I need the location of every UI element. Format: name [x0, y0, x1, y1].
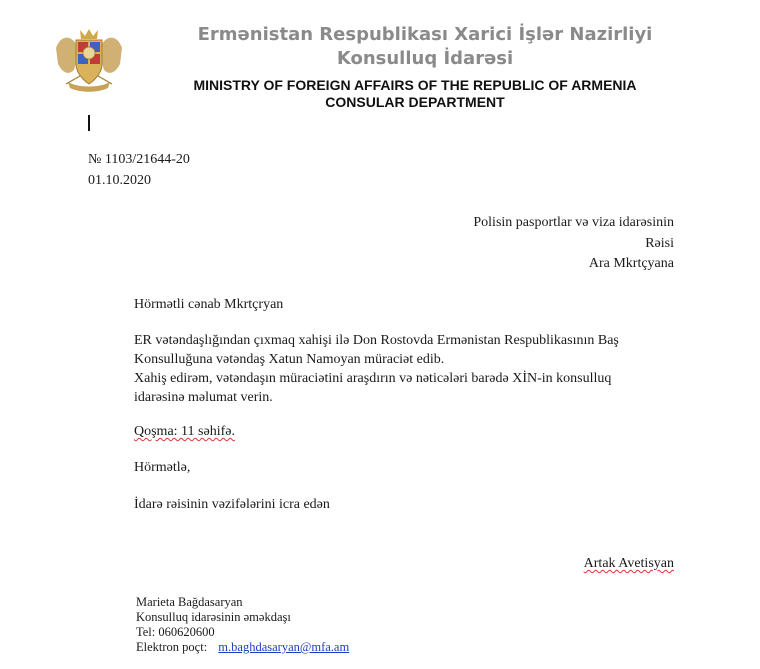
body-paragraph-2: Xahiş edirəm, vətəndaşın müraciətini araşdırın və nəticələri barədə XİN-in konsulluq idarəsinə məlumat verin.	[134, 371, 612, 405]
contact-name: Marieta Bağdasaryan	[136, 595, 243, 609]
signer-name	[584, 556, 674, 572]
attachment-note	[134, 424, 235, 440]
contact-email-row	[136, 640, 349, 655]
addressee-line-3: Ara Mkrtçyana	[588, 256, 674, 271]
salutation: Hörmətli cənab Mkrtçryan	[134, 297, 284, 312]
reference-number: № 1103/21644-20	[88, 152, 190, 167]
reference-date: 01.10.2020	[88, 173, 151, 188]
addressee-line-2: Rəisi	[645, 236, 674, 251]
contact-email-link[interactable]: m.baghdasaryan@mfa.am	[218, 640, 350, 654]
addressee-line-1: Polisin pasportlar və viza idarəsinin	[473, 215, 674, 230]
body-paragraph-1: ER vətəndaşlığından çıxmaq xahişi ilə Don Rostovda Ermənistan Respublikasının Baş Konsulluğuna vətəndaş Xatun Namoyan müraciət edib.	[134, 333, 619, 367]
signer-title: İdarə rəisinin vəzifələrini icra edən	[134, 497, 330, 512]
header-title-az: Ermənistan Respublikası Xarici İşlər Nazirliyi Konsulluq İdarəsi	[197, 24, 653, 69]
text-cursor	[88, 115, 90, 131]
attachment-text: Qoşma: 11 səhifə.	[134, 424, 235, 439]
signer-name-text: Artak Avetisyan	[583, 556, 674, 571]
header-title-en: MINISTRY OF FOREIGN AFFAIRS OF THE REPUBLIC OF ARMENIA CONSULAR DEPARTMENT	[193, 77, 637, 110]
contact-phone: Tel: 060620600	[136, 625, 215, 639]
contact-position: Konsulluq idarəsinin əməkdaşı	[136, 610, 291, 624]
closing: Hörmətlə,	[134, 460, 191, 475]
contact-email-label: Elektron poçt:	[136, 640, 208, 654]
coat-of-arms-icon	[52, 26, 126, 96]
